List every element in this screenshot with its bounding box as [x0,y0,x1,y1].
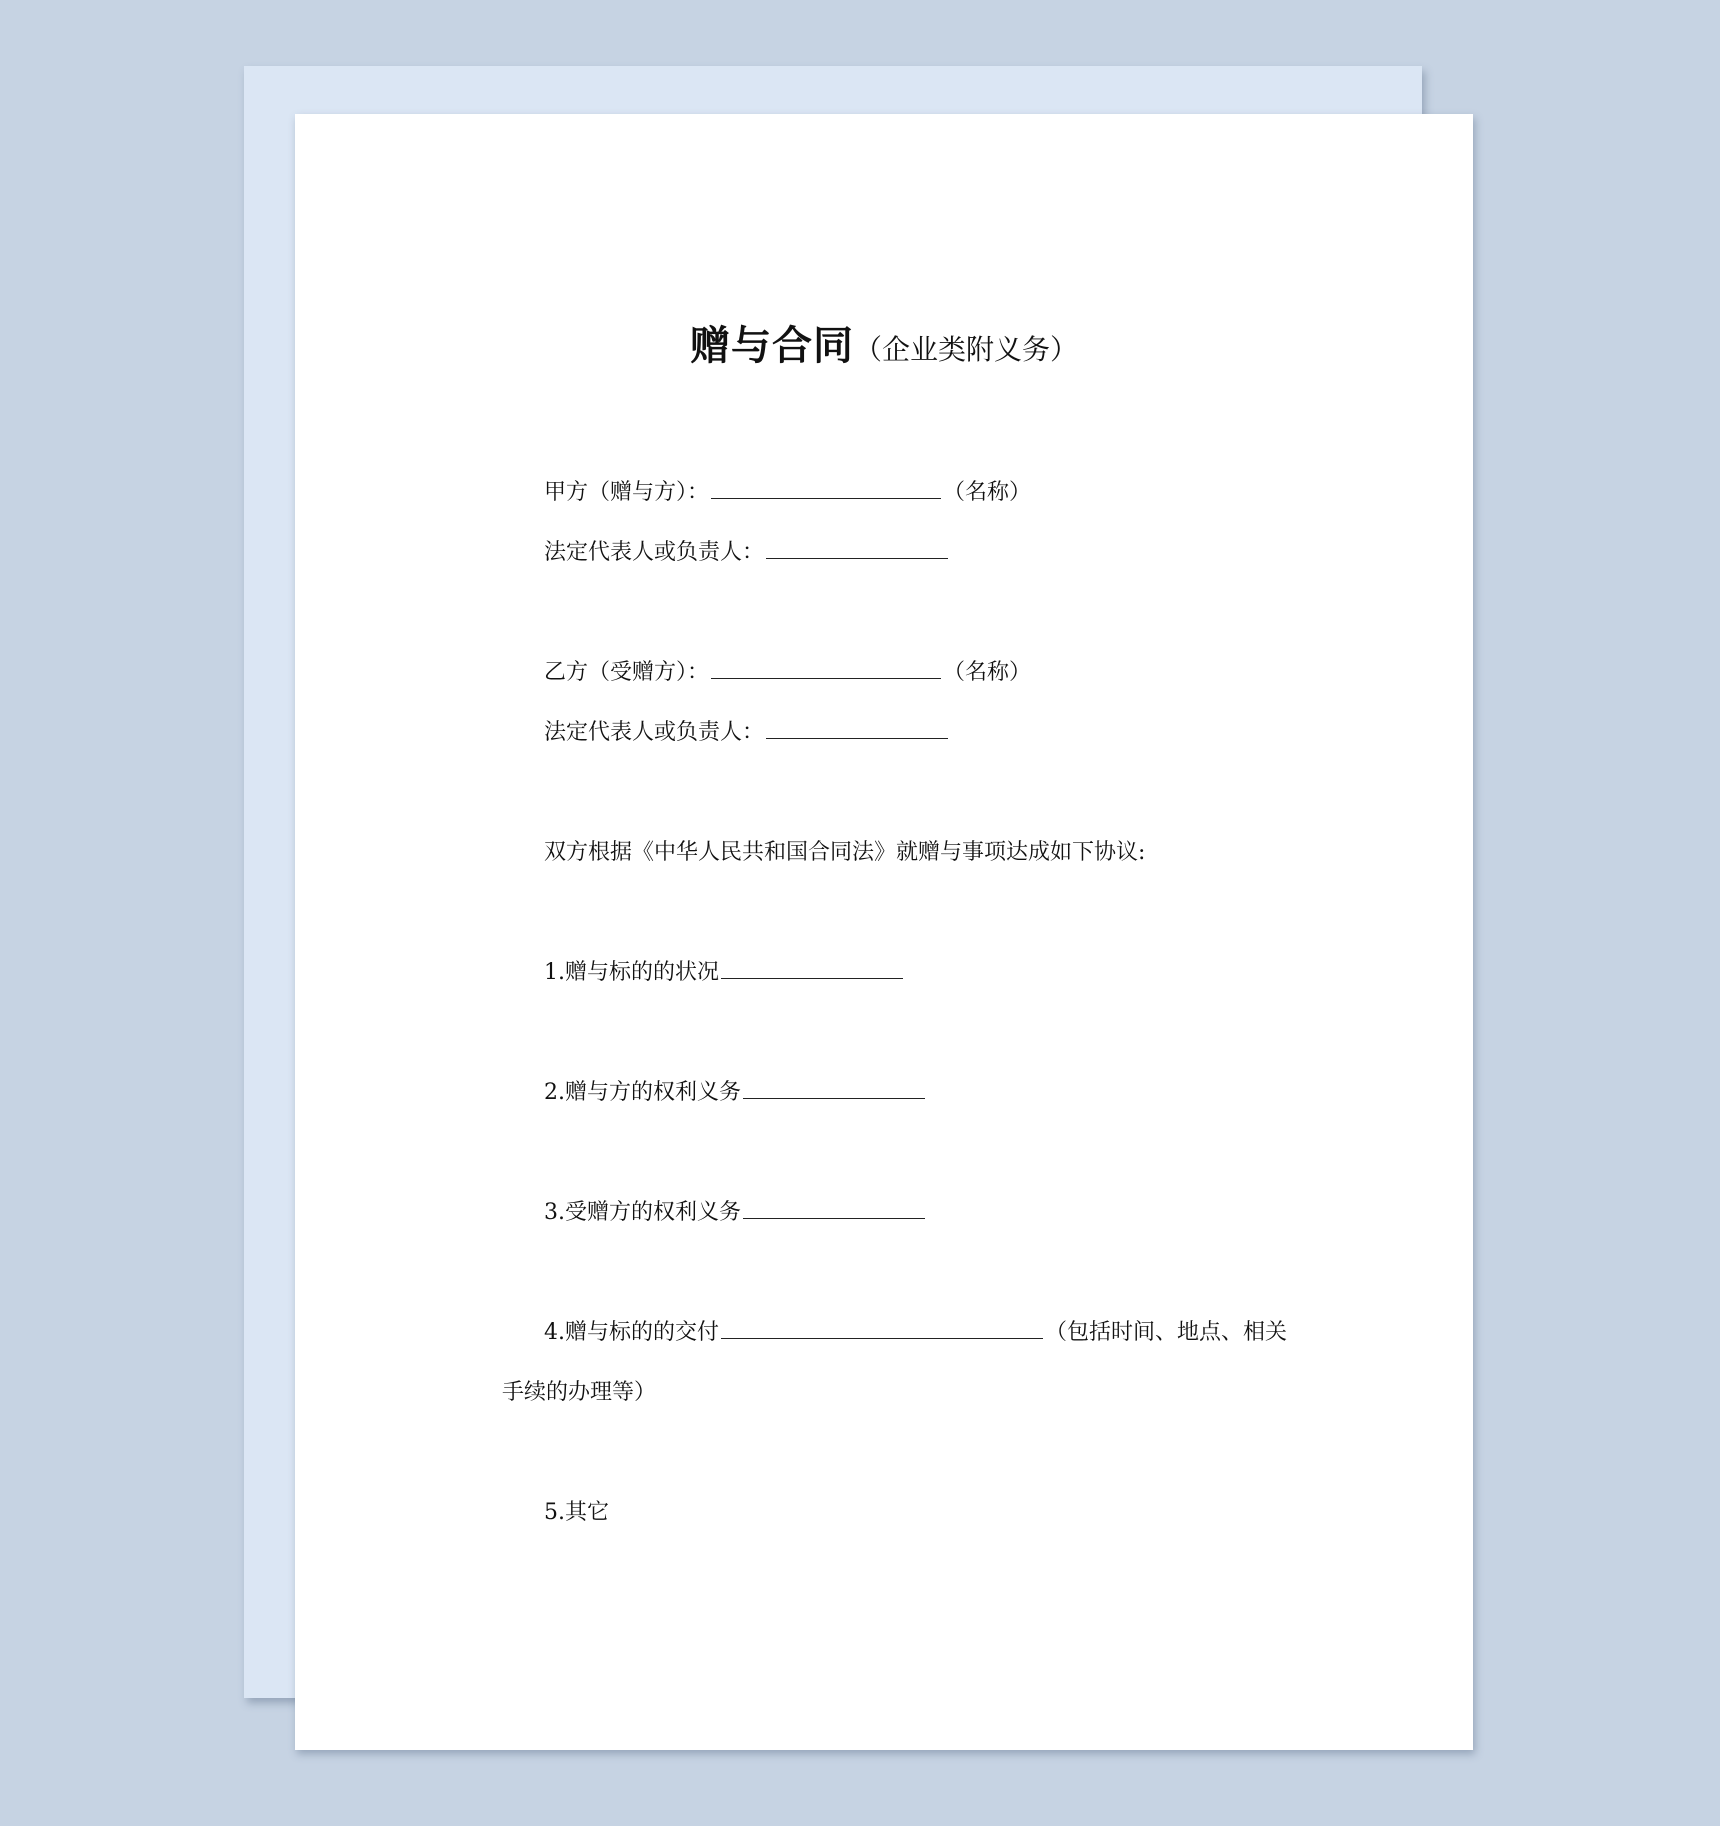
clause-4-blank [721,1318,1043,1339]
party-a-name-blank [711,478,941,499]
document-page [295,114,1473,1750]
party-a-line [544,478,1031,508]
clause-2-blank [743,1078,925,1099]
clause-3 [544,1198,927,1228]
party-a-label: 甲方（赠与方）： [544,480,710,505]
party-b-suffix: （名称） [943,660,1032,685]
clause-4-suffix: （包括时间、地点、相关 [1045,1320,1288,1345]
party-a-rep-label: 法定代表人或负责人： [544,540,765,565]
party-b-rep-blank [766,718,948,739]
party-b-label: 乙方（受赠方）： [544,660,710,685]
clause-1-blank [721,958,903,979]
clause-1 [544,958,905,988]
clause-3-blank [743,1198,925,1219]
document-title [295,314,1473,371]
title-main: 赠与合同 [689,323,854,369]
party-a-rep-line [544,538,950,568]
party-b-name-blank [711,658,941,679]
title-subtitle: （企业类附义务） [853,333,1078,366]
clause-5-label: 5.其它 [544,1500,609,1525]
clause-2-label: 2.赠与方的权利义务 [544,1080,741,1105]
party-b-rep-line [544,718,950,748]
party-a-rep-blank [766,538,948,559]
clause-5 [544,1498,609,1528]
preamble: 双方根据《中华人民共和国合同法》就赠与事项达成如下协议: [544,840,1146,865]
clause-2 [544,1078,927,1108]
party-b-line [544,658,1031,688]
clause-3-label: 3.受赠方的权利义务 [544,1200,741,1225]
clause-4 [544,1318,1287,1348]
clause-1-label: 1.赠与标的的状况 [544,960,719,985]
party-b-rep-label: 法定代表人或负责人： [544,720,765,745]
party-a-suffix: （名称） [943,480,1032,505]
clause-4-label: 4.赠与标的的交付 [544,1320,719,1345]
clause-4-continuation: 手续的办理等） [502,1380,657,1405]
